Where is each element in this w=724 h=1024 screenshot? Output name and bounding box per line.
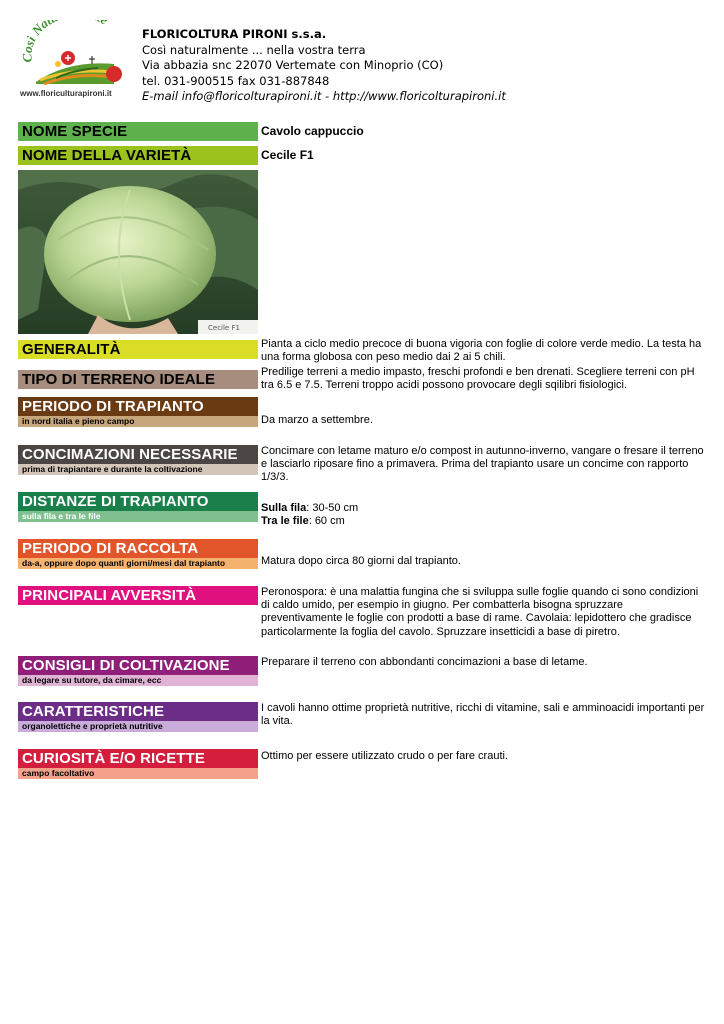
raccolta-sublabel: da-a, oppure dopo quanti giorni/mesi dal trapianto: [18, 558, 258, 569]
company-address: Via abbazia snc 22070 Vertemate con Minoprio (CO): [142, 58, 444, 73]
trapianto-text: Da marzo a settembre.: [261, 414, 373, 426]
concimazioni-label: CONCIMAZIONI NECESSARIE: [18, 445, 258, 464]
distanze-row2-value: : 60 cm: [308, 515, 345, 528]
avversita-label-block: [18, 586, 258, 605]
species-label: NOME SPECIE: [18, 122, 258, 141]
trapianto-sublabel: in nord italia e pieno campo: [18, 416, 258, 427]
consigli-text: Preparare il terreno con abbondanti concimazioni a base di letame.: [261, 656, 588, 668]
avversita-text: Peronospora: è una malattia fungina che si sviluppa sulle foglie quando ci sono condizioni di caldo umido, per esempio in giugno. Per combatterla bisogna spruzzare preventivamente le foglie con prodotti a base di rame. Cavolaia: lepidottero che gradisce particolarmente la foglia del cavolo. Spruzzare insetticidi a base di piretro.: [261, 586, 699, 638]
concimazioni-sublabel: prima di trapiantare e durante la coltivazione: [18, 464, 258, 475]
caratteristiche-sublabel: organolettiche e proprietà nutritive: [18, 721, 258, 732]
company-info: [142, 27, 506, 105]
distanze-row1-label: Sulla fila: [261, 502, 307, 514]
species-value: Cavolo cappuccio: [261, 124, 364, 138]
terreno-text: Predilige terreni a medio impasto, freschi profondi e ben drenati. Scegliere terreni con pH tra 6.5 e 7.5. Terreni troppo acidi possono provocare degli sqilibri fisiologici.: [261, 366, 695, 392]
trapianto-label: PERIODO DI TRAPIANTO: [18, 397, 258, 416]
raccolta-label-block: [18, 539, 258, 569]
variety-label-block: [18, 146, 258, 165]
raccolta-label: PERIODO DI RACCOLTA: [18, 539, 258, 558]
distanze-sublabel: sulla fila e tra le file: [18, 511, 258, 522]
curiosita-label-block: [18, 749, 258, 779]
avversita-label: PRINCIPALI AVVERSITÀ: [18, 586, 258, 605]
caratteristiche-label-block: [18, 702, 258, 732]
curiosita-text: Ottimo per essere utilizzato crudo o per fare crauti.: [261, 750, 508, 762]
consigli-label-block: [18, 656, 258, 686]
concimazioni-label-block: [18, 445, 258, 475]
species-label-block: [18, 122, 258, 141]
logo-url: www.floriculturapironi.it: [20, 89, 112, 98]
distanze-row1-value: : 30-50 cm: [306, 502, 359, 514]
distanze-row2-label: Tra le file: [261, 515, 309, 528]
company-logo: [18, 20, 130, 100]
cabbage-photo: [18, 170, 258, 334]
company-email: E-mail info@floricolturapironi.it - http://www.floricolturapironi.it: [142, 89, 506, 104]
variety-label: NOME DELLA VARIETÀ: [18, 146, 258, 165]
concimazioni-text: Concimare con letame maturo e/o compost in autunno-inverno, vangare o fresare il terreno e lasciarlo riposare fino a primavera. Prima del trapianto usare un concime con rapporto 1/3/3.: [261, 445, 704, 484]
company-tagline: Così naturalmente ... nella vostra terra: [142, 42, 366, 57]
terreno-label: TIPO DI TERRENO IDEALE: [18, 370, 258, 389]
generalita-text: Pianta a ciclo medio precoce di buona vigoria con foglie di colore verde medio. La testa ha una forma globosa con peso medio dai 2 ai 5 chili.: [261, 338, 702, 364]
consigli-label: CONSIGLI DI COLTIVAZIONE: [18, 656, 258, 675]
caratteristiche-text: I cavoli hanno ottime proprietà nutritive, ricchi di vitamine, sali e amminoacidi importanti per la vita.: [261, 702, 705, 728]
variety-value: Cecile F1: [261, 148, 314, 162]
distanze-label-block: [18, 492, 258, 522]
consigli-sublabel: da legare su tutore, da cimare, ecc: [18, 675, 258, 686]
company-phone: tel. 031-900515 fax 031-887848: [142, 73, 330, 88]
company-name: FLORICOLTURA PIRONI s.s.a.: [142, 27, 327, 41]
photo-caption: Cecile F1: [208, 324, 240, 332]
raccolta-text: Matura dopo circa 80 giorni dal trapianto.: [261, 555, 461, 567]
generalita-label: GENERALITÀ: [18, 340, 258, 359]
distanze-text: [261, 502, 705, 528]
trapianto-label-block: [18, 397, 258, 427]
caratteristiche-label: CARATTERISTICHE: [18, 702, 258, 721]
logo-text: Così Nat: [19, 20, 54, 63]
curiosita-label: CURIOSITÀ E/O RICETTE: [18, 749, 258, 768]
terreno-label-block: [18, 370, 258, 389]
distanze-label: DISTANZE DI TRAPIANTO: [18, 492, 258, 511]
generalita-label-block: [18, 340, 258, 359]
curiosita-sublabel: campo facoltativo: [18, 768, 258, 779]
